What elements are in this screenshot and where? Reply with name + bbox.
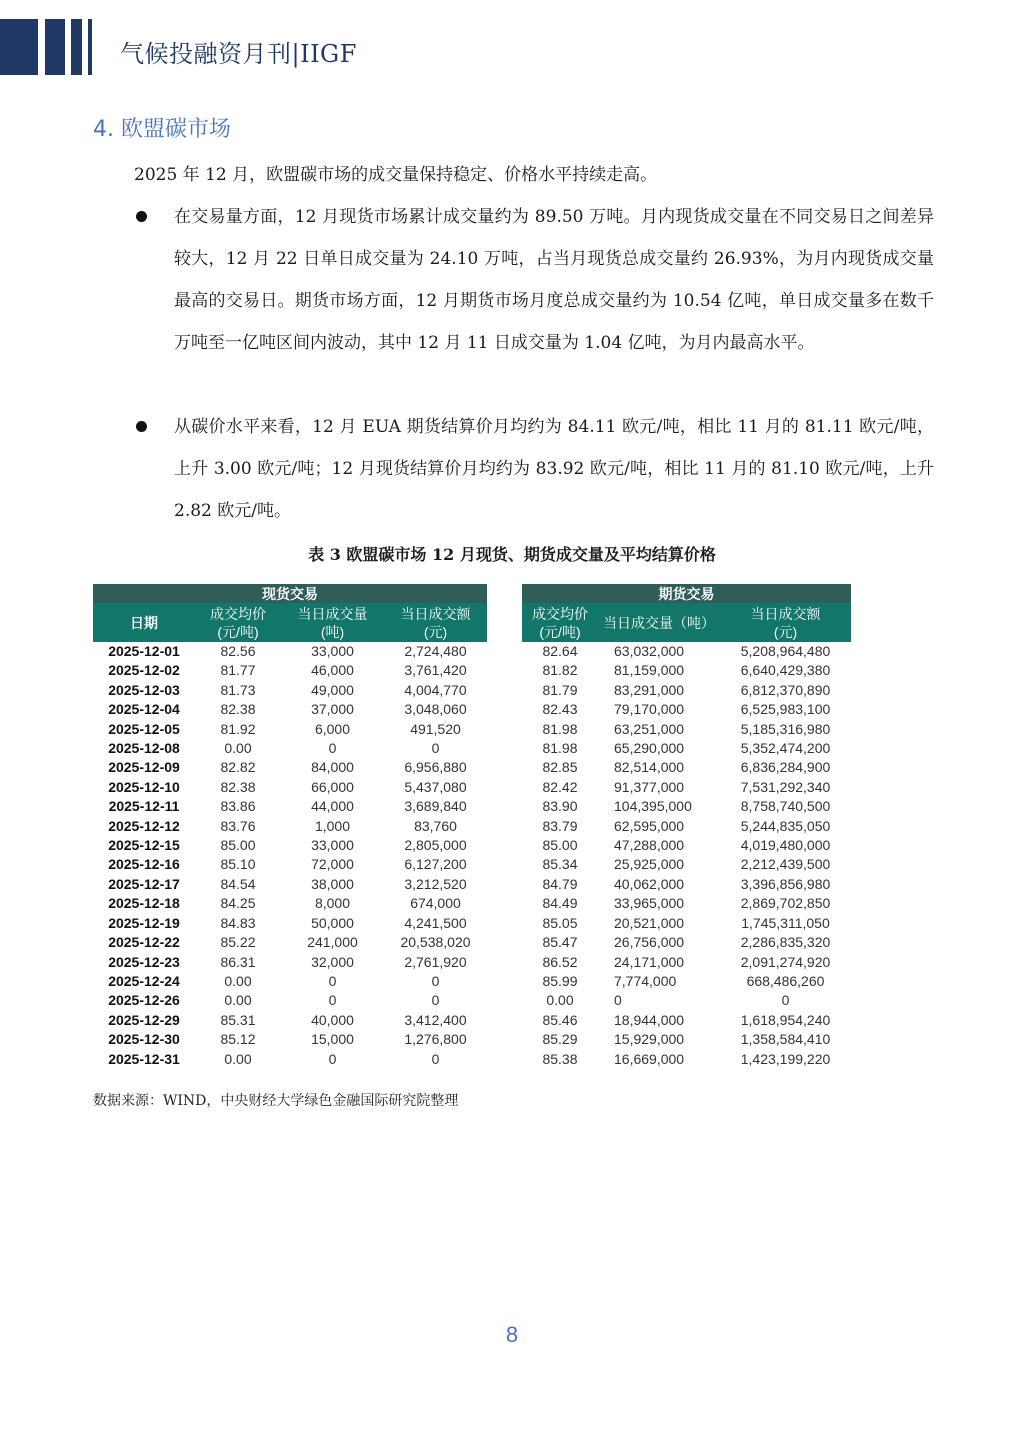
table-cell: 82.43 <box>542 701 578 718</box>
table-cell: 3,761,420 <box>404 662 467 679</box>
table-row <box>522 700 851 719</box>
table-cell: 81.92 <box>220 720 256 737</box>
table-cell: 84,000 <box>311 759 354 776</box>
table-row <box>522 894 851 913</box>
table-cell: 0.00 <box>224 992 252 1009</box>
table-row <box>522 797 851 816</box>
table-row <box>522 720 851 739</box>
date-cell: 2025-12-10 <box>108 778 180 795</box>
table-cell: 8,000 <box>314 895 351 912</box>
spot-group-header: 现货交易 <box>93 584 487 603</box>
table-cell: 81.77 <box>220 662 256 679</box>
table-cell: 82,514,000 <box>614 759 685 776</box>
table-cell: 4,004,770 <box>404 681 467 698</box>
date-cell: 2025-12-16 <box>108 856 180 873</box>
table-row <box>93 797 487 816</box>
column-header: 当日成交额 (元) <box>384 603 487 642</box>
table-cell: 82.64 <box>542 643 578 659</box>
table-cell: 1,000 <box>314 817 351 834</box>
date-cell: 2025-12-26 <box>108 992 180 1009</box>
table-cell: 40,000 <box>311 1011 354 1028</box>
table-cell: 0 <box>614 992 622 1009</box>
table-cell: 85.29 <box>542 1031 578 1048</box>
table-row <box>522 1030 851 1049</box>
date-cell: 2025-12-19 <box>108 914 180 931</box>
column-header: 当日成交量 (吨) <box>281 603 384 642</box>
table-cell: 33,000 <box>311 643 354 659</box>
table-cell: 6,956,880 <box>404 759 467 776</box>
table-row <box>93 642 487 661</box>
table-cell: 65,290,000 <box>614 740 685 757</box>
table-cell: 81.73 <box>220 681 256 698</box>
bullet-icon <box>136 211 147 222</box>
table-cell: 33,965,000 <box>614 895 685 912</box>
table-cell: 2,761,920 <box>404 953 467 970</box>
table-row <box>93 836 487 855</box>
futures-trading-table <box>522 584 851 1069</box>
table-cell: 85.10 <box>220 856 256 873</box>
table-cell: 3,048,060 <box>404 701 467 718</box>
table-cell: 85.38 <box>542 1050 578 1067</box>
table-row <box>93 661 487 680</box>
table-cell: 83.90 <box>542 798 578 815</box>
table-row <box>522 739 851 758</box>
table-cell: 15,929,000 <box>614 1031 685 1048</box>
table-cell: 47,288,000 <box>614 837 685 854</box>
table-cell: 1,745,311,050 <box>741 914 830 931</box>
table-cell: 85.34 <box>542 856 578 873</box>
table-cell: 85.00 <box>542 837 578 854</box>
table-row <box>93 875 487 894</box>
section-title: 4. 欧盟碳市场 <box>93 117 231 142</box>
table-cell: 2,869,702,850 <box>740 895 831 912</box>
table-cell: 63,032,000 <box>614 643 685 659</box>
table-cell: 5,352,474,200 <box>740 740 831 757</box>
table-cell: 50,000 <box>311 914 354 931</box>
table-cell: 4,241,500 <box>404 914 467 931</box>
table-cell: 82.56 <box>220 643 256 659</box>
table-cell: 85.05 <box>542 914 578 931</box>
table-cell: 81.82 <box>542 662 578 679</box>
table-row <box>93 972 487 991</box>
table-cell: 8,758,740,500 <box>740 798 831 815</box>
table-row <box>522 953 851 972</box>
date-cell: 2025-12-09 <box>108 759 180 776</box>
table-cell: 24,171,000 <box>614 953 685 970</box>
table-cell: 72,000 <box>311 856 354 873</box>
table-cell: 82.85 <box>542 759 578 776</box>
table-cell: 85.99 <box>542 972 578 989</box>
table-row <box>93 894 487 913</box>
table-row <box>93 739 487 758</box>
table-cell: 2,724,480 <box>404 643 467 659</box>
table-cell: 241,000 <box>307 934 358 951</box>
table-row <box>93 1030 487 1049</box>
table-cell: 2,091,274,920 <box>740 953 831 970</box>
date-cell: 2025-12-18 <box>108 895 180 912</box>
column-header: 成交均价 (元/吨) <box>522 603 598 642</box>
column-header: 当日成交额 (元) <box>720 603 851 642</box>
table-cell: 82.38 <box>220 778 256 795</box>
table-cell: 84.49 <box>542 895 578 912</box>
date-cell: 2025-12-23 <box>108 953 180 970</box>
table-cell: 26,756,000 <box>614 934 685 951</box>
table-cell: 1,618,954,240 <box>740 1011 831 1028</box>
table-cell: 0 <box>431 972 440 989</box>
table-cell: 2,286,835,320 <box>740 934 831 951</box>
date-cell: 2025-12-12 <box>108 817 180 834</box>
date-cell: 2025-12-08 <box>108 740 180 757</box>
table-cell: 4,019,480,000 <box>740 837 831 854</box>
table-cell: 79,170,000 <box>614 701 685 718</box>
bullet-text: 在交易量方面，12 月现货市场累计成交量约为 89.50 万吨。月内现货成交量在不同交易日之间差异较大，12 月 22 日单日成交量为 24.10 万吨，占当月现货总成交量约 26.93%，为月内现货成交量最高的交易日。期货市场方面，12 月期货市场月度总成交量约为 10.54 亿吨，单日成交量多在数千万吨至一亿吨区间内波动，其中 12 月 11 日成交量为 1.04 亿吨，为月内最高水平。 <box>174 207 934 353</box>
table-cell: 0 <box>328 740 337 757</box>
date-cell: 2025-12-24 <box>108 972 180 989</box>
table-row <box>522 1050 851 1069</box>
table-cell: 82.38 <box>220 701 256 718</box>
table-cell: 82.82 <box>220 759 256 776</box>
date-cell: 2025-12-15 <box>108 837 180 854</box>
bullet-icon <box>136 421 147 432</box>
table-cell: 91,377,000 <box>614 778 685 795</box>
table-cell: 25,925,000 <box>614 856 685 873</box>
column-header-date: 日期 <box>93 603 195 642</box>
table-row <box>93 933 487 952</box>
table-row <box>93 778 487 797</box>
table-row <box>93 817 487 836</box>
table-row <box>93 991 487 1010</box>
logo-bar <box>0 19 38 75</box>
table-row <box>522 642 851 661</box>
table-cell: 0 <box>328 972 337 989</box>
table-cell: 83.86 <box>220 798 256 815</box>
table-cell: 3,212,520 <box>404 875 467 892</box>
table-cell: 85.00 <box>220 837 256 854</box>
table-cell: 85.47 <box>542 934 578 951</box>
table-row <box>522 836 851 855</box>
table-cell: 7,774,000 <box>614 972 677 989</box>
table-row <box>522 1011 851 1030</box>
table-row <box>522 875 851 894</box>
publication-title: 气候投融资月刊|IIGF <box>120 40 357 68</box>
date-cell: 2025-12-03 <box>108 681 180 698</box>
table-cell: 2,212,439,500 <box>740 856 831 873</box>
table-cell: 84.83 <box>220 914 256 931</box>
table-cell: 3,412,400 <box>404 1011 467 1028</box>
table-row <box>93 720 487 739</box>
table-row <box>522 778 851 797</box>
table-cell: 6,000 <box>314 720 351 737</box>
table-cell: 6,640,429,380 <box>740 662 831 679</box>
logo-bar <box>45 19 65 75</box>
table-cell: 2,805,000 <box>404 837 467 854</box>
logo-bar <box>71 19 82 75</box>
table-cell: 85.22 <box>220 934 256 951</box>
date-cell: 2025-12-05 <box>108 720 180 737</box>
table-row <box>93 953 487 972</box>
table-row <box>522 991 851 1010</box>
table-cell: 16,669,000 <box>614 1050 685 1067</box>
table-cell: 62,595,000 <box>614 817 685 834</box>
table-caption: 表 3 欧盟碳市场 12 月现货、期货成交量及平均结算价格 <box>308 545 716 564</box>
logo-bar <box>88 19 92 75</box>
table-row <box>522 817 851 836</box>
table-cell: 0 <box>328 1050 337 1067</box>
table-row <box>93 914 487 933</box>
table-cell: 20,521,000 <box>614 914 685 931</box>
table-cell: 86.52 <box>542 953 578 970</box>
table-row <box>522 972 851 991</box>
table-cell: 83.76 <box>220 817 256 834</box>
date-cell: 2025-12-22 <box>108 934 180 951</box>
table-cell: 86.31 <box>220 953 256 970</box>
table-cell: 5,185,316,980 <box>740 720 831 737</box>
table-cell: 37,000 <box>311 701 354 718</box>
table-cell: 5,437,080 <box>404 778 467 795</box>
table-cell: 1,276,800 <box>404 1031 467 1048</box>
table-cell: 15,000 <box>311 1031 354 1048</box>
table-cell: 0 <box>431 992 440 1009</box>
table-cell: 84.25 <box>220 895 256 912</box>
table-cell: 49,000 <box>311 681 354 698</box>
table-cell: 0 <box>431 1050 440 1067</box>
table-cell: 6,836,284,900 <box>740 759 831 776</box>
table-cell: 0.00 <box>224 740 252 757</box>
date-cell: 2025-12-01 <box>108 643 180 659</box>
table-row <box>93 758 487 777</box>
table-cell: 668,486,260 <box>746 972 825 989</box>
table-cell: 6,812,370,890 <box>740 681 831 698</box>
date-cell: 2025-12-11 <box>108 798 180 815</box>
table-cell: 1,358,584,410 <box>740 1031 831 1048</box>
table-row <box>93 1050 487 1069</box>
table-cell: 104,395,000 <box>614 798 692 815</box>
column-header: 当日成交量（吨） <box>598 603 720 642</box>
date-cell: 2025-12-30 <box>108 1031 180 1048</box>
futures-group-header: 期货交易 <box>522 584 851 603</box>
table-cell: 84.79 <box>542 875 578 892</box>
table-row <box>93 700 487 719</box>
table-cell: 33,000 <box>311 837 354 854</box>
table-cell: 63,251,000 <box>614 720 685 737</box>
table-cell: 20,538,020 <box>400 934 471 951</box>
table-cell: 1,423,199,220 <box>740 1050 831 1067</box>
table-cell: 83.79 <box>542 817 578 834</box>
table-cell: 0 <box>431 740 440 757</box>
table-cell: 7,531,292,340 <box>740 778 831 795</box>
spot-trading-table <box>93 584 487 1069</box>
table-row <box>522 661 851 680</box>
bullet-text: 从碳价水平来看，12 月 EUA 期货结算价月均约为 84.11 欧元/吨，相比 11 月的 81.11 欧元/吨，上升 3.00 欧元/吨；12 月现货结算价月均约为 83.92 欧元/吨，相比 11 月的 81.10 欧元/吨，上升 2.82 欧元/吨。 <box>174 417 934 521</box>
table-cell: 0.00 <box>546 992 574 1009</box>
page-number: 8 <box>505 1322 519 1347</box>
table-cell: 5,208,964,480 <box>740 643 831 659</box>
table-cell: 66,000 <box>311 778 354 795</box>
table-row <box>93 681 487 700</box>
table-cell: 0.00 <box>224 972 252 989</box>
table-cell: 491,520 <box>410 720 461 737</box>
table-row <box>522 914 851 933</box>
table-cell: 6,525,983,100 <box>740 701 831 718</box>
date-cell: 2025-12-02 <box>108 662 180 679</box>
table-cell: 3,396,856,980 <box>740 875 831 892</box>
table-cell: 40,062,000 <box>614 875 685 892</box>
table-cell: 0 <box>781 992 790 1009</box>
date-cell: 2025-12-04 <box>108 701 180 718</box>
table-cell: 83,291,000 <box>614 681 685 698</box>
table-cell: 81.98 <box>542 740 578 757</box>
table-cell: 85.46 <box>542 1011 578 1028</box>
table-cell: 81.98 <box>542 720 578 737</box>
table-cell: 18,944,000 <box>614 1011 685 1028</box>
table-row <box>522 933 851 952</box>
date-cell: 2025-12-31 <box>108 1050 180 1067</box>
table-cell: 85.12 <box>220 1031 256 1048</box>
data-source-note: 数据来源：WIND，中央财经大学绿色金融国际研究院整理 <box>93 1093 459 1109</box>
table-cell: 46,000 <box>311 662 354 679</box>
column-header: 成交均价 (元/吨) <box>195 603 281 642</box>
table-cell: 6,127,200 <box>404 856 467 873</box>
intro-paragraph: 2025 年 12 月，欧盟碳市场的成交量保持稳定、价格水平持续走高。 <box>134 165 658 185</box>
table-cell: 82.42 <box>542 778 578 795</box>
table-cell: 674,000 <box>410 895 461 912</box>
table-cell: 32,000 <box>311 953 354 970</box>
table-row <box>522 681 851 700</box>
table-row <box>93 1011 487 1030</box>
date-cell: 2025-12-29 <box>108 1011 180 1028</box>
table-row <box>93 855 487 874</box>
table-cell: 85.31 <box>220 1011 256 1028</box>
table-cell: 3,689,840 <box>404 798 467 815</box>
table-row <box>522 758 851 777</box>
date-cell: 2025-12-17 <box>108 875 180 892</box>
table-cell: 81.79 <box>542 681 578 698</box>
table-cell: 84.54 <box>220 875 256 892</box>
table-cell: 0.00 <box>224 1050 252 1067</box>
table-cell: 38,000 <box>311 875 354 892</box>
table-cell: 44,000 <box>311 798 354 815</box>
table-cell: 83,760 <box>414 817 457 834</box>
table-row <box>522 855 851 874</box>
table-cell: 81,159,000 <box>614 662 685 679</box>
table-cell: 0 <box>328 992 337 1009</box>
table-cell: 5,244,835,050 <box>740 817 831 834</box>
